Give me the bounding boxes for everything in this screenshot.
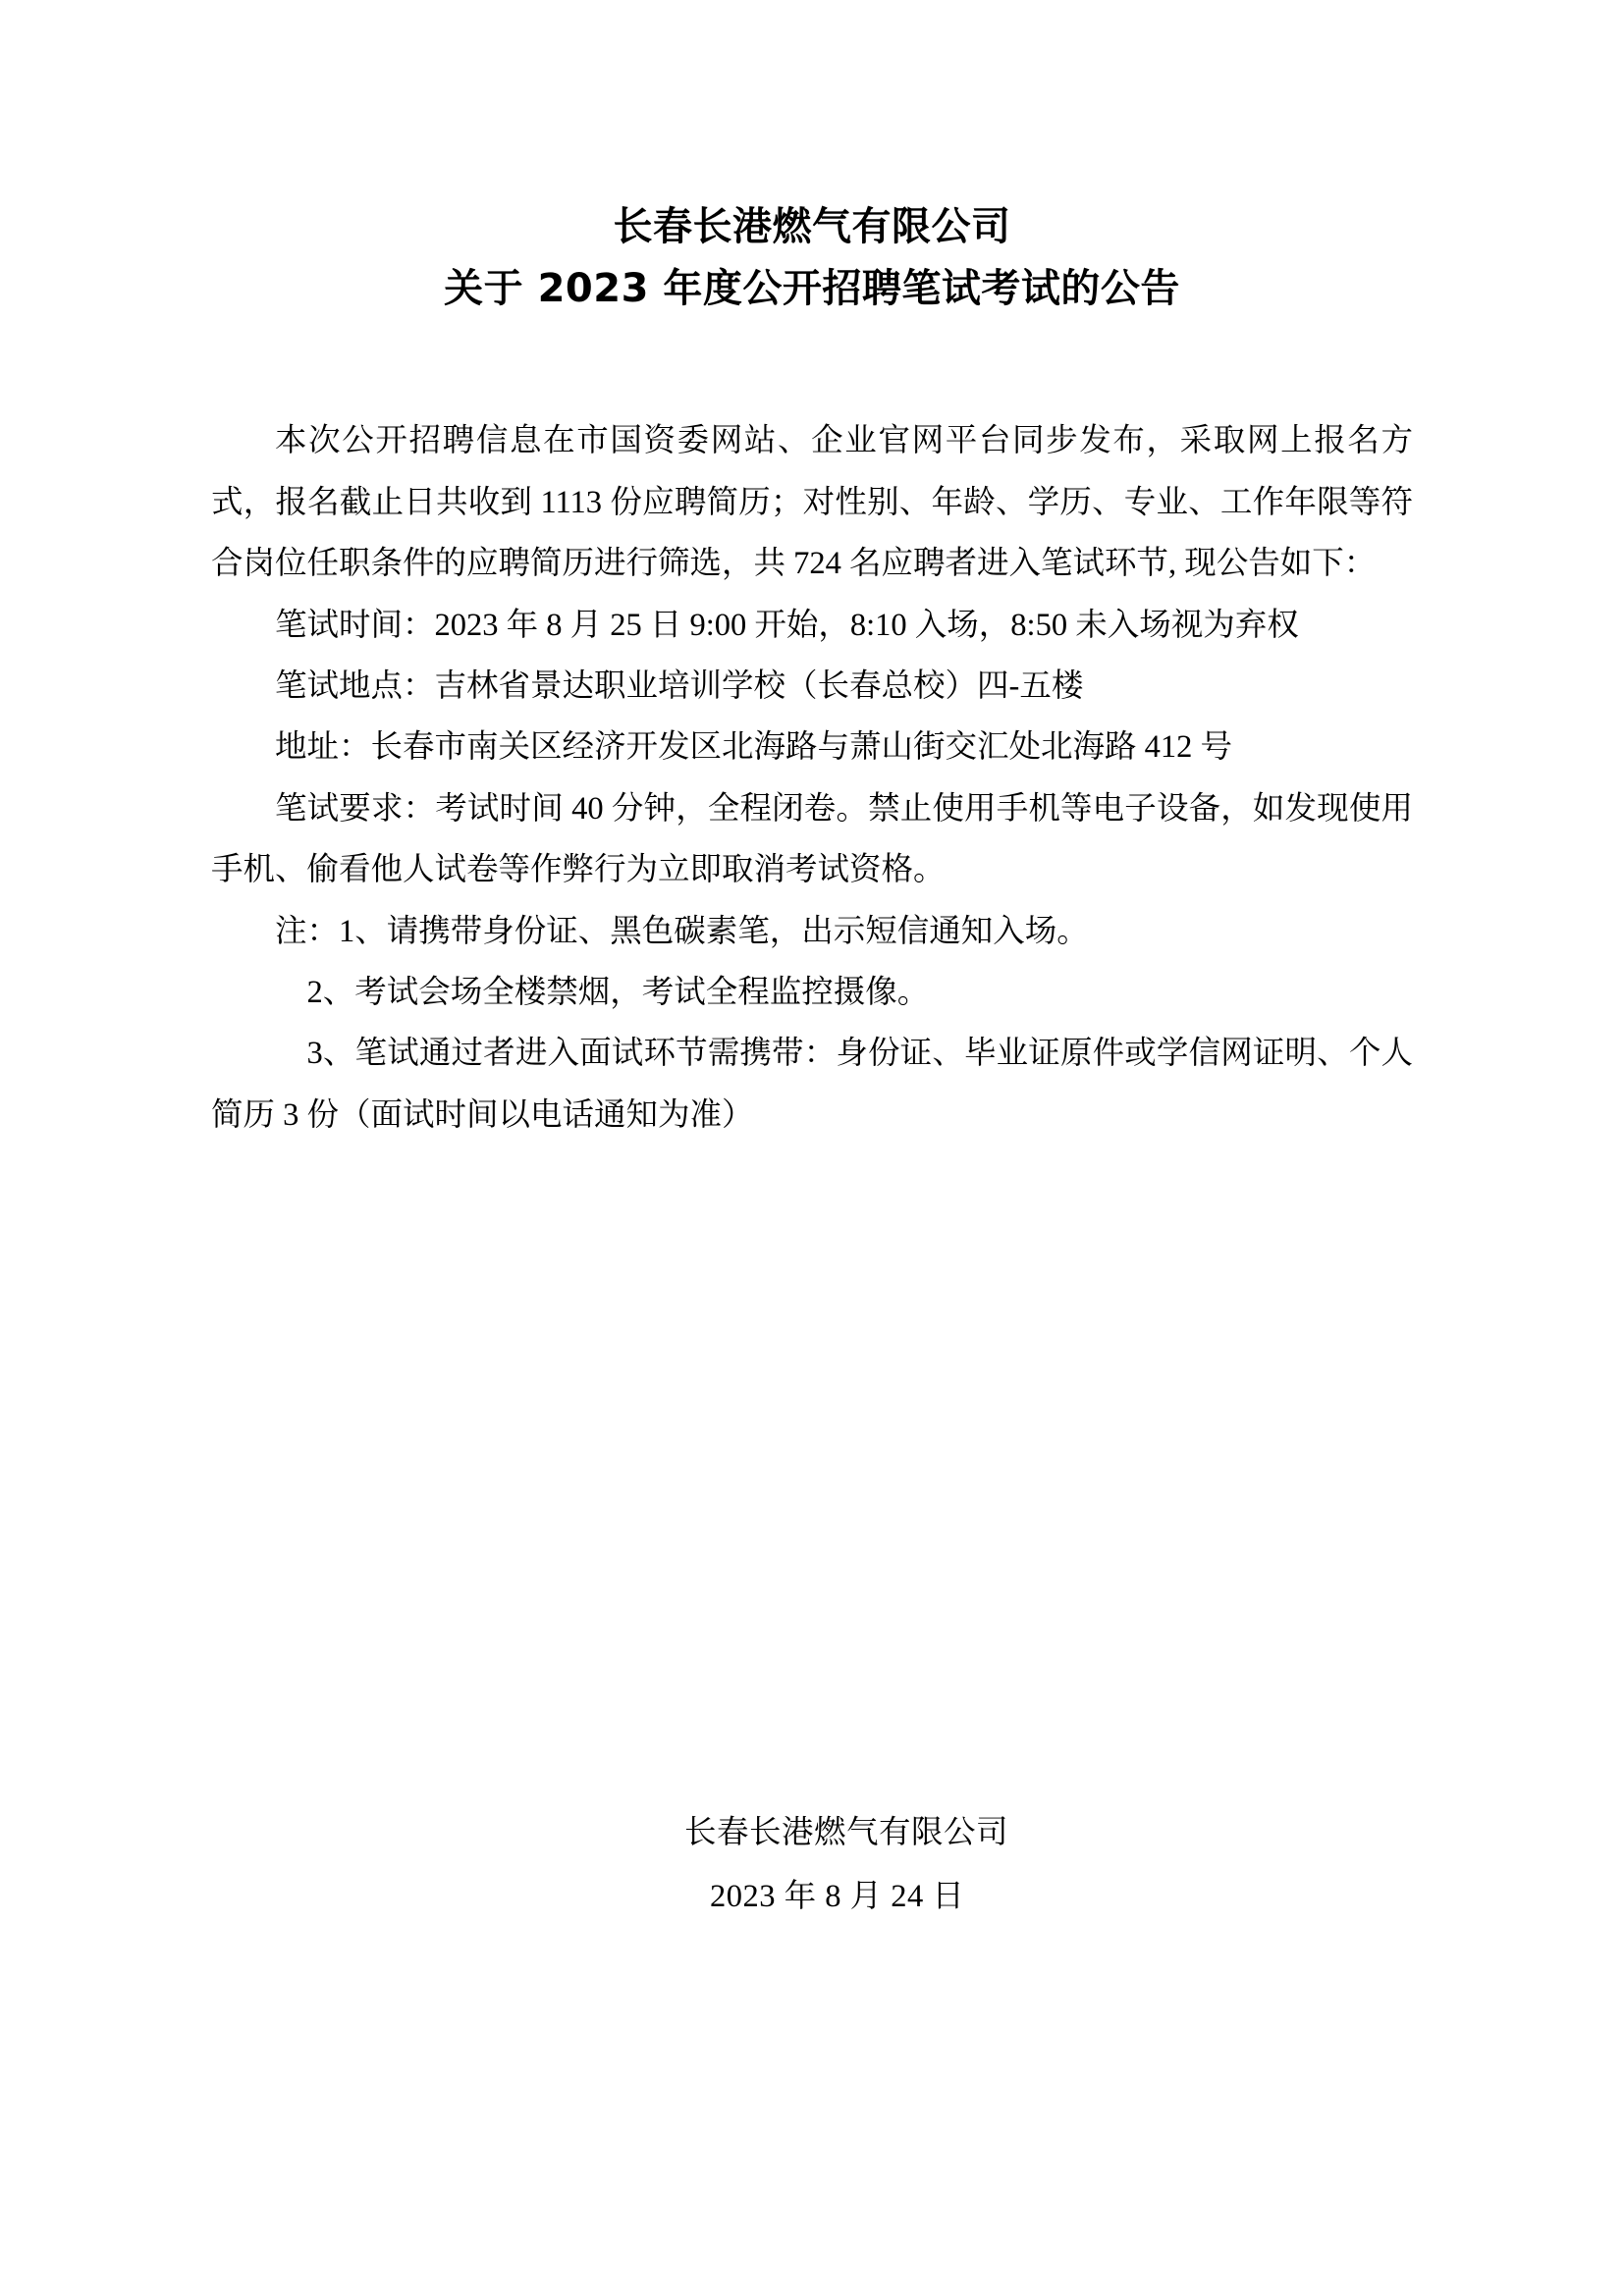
paragraph-exam-address: 地址：长春市南关区经济开发区北海路与萧山街交汇处北海路 412 号 — [275, 729, 1233, 766]
document-body — [211, 410, 1413, 1146]
title-line-2: 关于 2023 年度公开招聘笔试考试的公告 — [444, 266, 1180, 312]
paragraph-note-3: 3、笔试通过者进入面试环节需携带：身份证、毕业证原件或学信网证明、个人简历 3 份（面试时间以电话通知为准） — [211, 1036, 1413, 1133]
paragraph-exam-place: 笔试地点：吉林省景达职业培训学校（长春总校）四-五楼 — [275, 667, 1084, 704]
paragraph-exam-time: 笔试时间：2023 年 8 月 25 日 9:00 开始，8:10 入场，8:50 未入场视为弃权 — [275, 607, 1299, 643]
signature-date: 2023 年 8 月 24 日 — [709, 1879, 965, 1914]
paragraph-note-2: 2、考试会场全楼禁烟，考试全程监控摄像。 — [306, 974, 930, 1010]
document-title — [211, 196, 1413, 320]
signature-block — [0, 1801, 1624, 1929]
paragraph-exam-rules: 笔试要求：考试时间 40 分钟，全程闭卷。禁止使用手机等电子设备，如发现使用手机、偷看他人试卷等作弊行为立即取消考试资格。 — [211, 790, 1413, 888]
title-line-1: 长春长港燃气有限公司 — [613, 204, 1011, 249]
paragraph-intro: 本次公开招聘信息在市国资委网站、企业官网平台同步发布，采取网上报名方式，报名截止日共收到 1113 份应聘简历；对性别、年龄、学历、专业、工作年限等符合岗位任职条件的应聘简历进行筛选，共 724 名应聘者进入笔试环节, 现公告如下： — [211, 423, 1413, 582]
signature-organization: 长春长港燃气有限公司 — [683, 1815, 1008, 1850]
paragraph-note-1: 注：1、请携带身份证、黑色碳素笔，出示短信通知入场。 — [275, 913, 1089, 949]
